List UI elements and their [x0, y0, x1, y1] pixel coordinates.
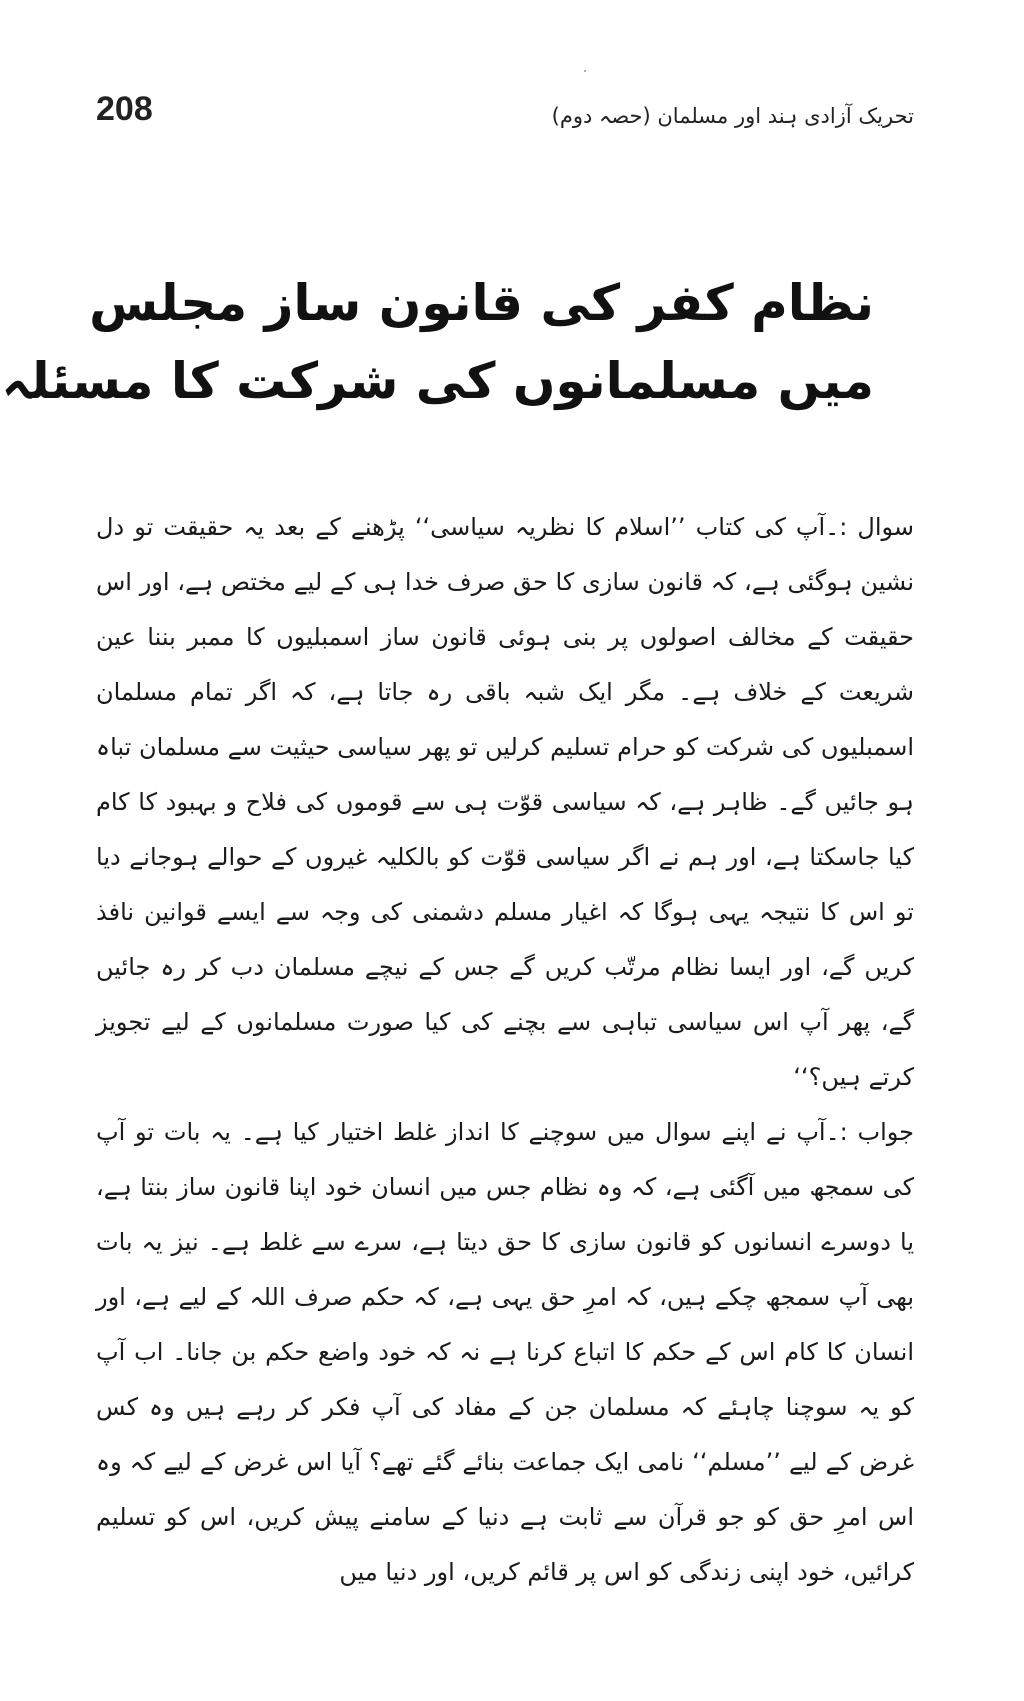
answer-label: جواب :۔	[825, 1118, 914, 1146]
question-text: آپ کی کتاب ’’اسلام کا نظریہ سیاسی‘‘ پڑھنے کے بعد یہ حقیقت تو دل نشین ہوگئی ہے، کہ قانون سازی کا حق صرف خدا ہی کے لیے مختص ہے، اور اس حقیقت کے مخالف اصولوں پر بنی ہوئی قانون ساز اسمبلیوں کا ممبر بننا عین شریعت کے خلاف ہے۔ مگر ایک شبہ باقی رہ جاتا ہے، کہ اگر تمام مسلمان اسمبلیوں کی شرکت کو حرام تسلیم کرلیں تو پھر سیاسی حیثیت سے مسلمان تباہ ہو جائیں گے۔ ظاہر ہے، کہ سیاسی قوّت ہی سے قوموں کی فلاح و بہبود کا کام کیا جاسکتا ہے، اور ہم نے اگر سیاسی قوّت کو بالکلیہ غیروں کے حوالے ہوجانے دیا تو اس کا نتیجہ یہی ہوگا کہ اغیار مسلم دشمنی کی وجہ سے ایسے قوانین نافذ کریں گے، اور ایسا نظام مرتّب کریں گے جس کے نیچے مسلمان دب کر رہ جائیں گے، پھر آپ اس سیاسی تباہی سے بچنے کی کیا صورت مسلمانوں کے لیے تجویز کرتے ہیں؟‘‘	[96, 513, 914, 1091]
question-label: سوال :۔	[825, 513, 914, 541]
chapter-title-line-2: میں مسلمانوں کی شرکت کا مسئلہ	[1, 351, 874, 410]
answer-paragraph	[96, 1105, 914, 1600]
body-text	[96, 500, 914, 1600]
chapter-title-line-1: نظام کفر کی قانون ساز مجلس	[89, 274, 874, 332]
question-paragraph	[96, 500, 914, 1105]
page-number: 208	[96, 90, 153, 128]
running-header: تحریک آزادی ہند اور مسلمان (حصہ دوم)	[551, 104, 914, 128]
answer-text: آپ نے اپنے سوال میں سوچنے کا انداز غلط اختیار کیا ہے۔ یہ بات تو آپ کی سمجھ میں آگئی ہے، کہ وہ نظام جس میں انسان خود اپنا قانون ساز بنتا ہے، یا دوسرے انسانوں کو قانون سازی کا حق دیتا ہے، سرے سے غلط ہے۔ نیز یہ بات بھی آپ سمجھ چکے ہیں، کہ امرِ حق یہی ہے، کہ حکم صرف اللہ کے لیے ہے، اور انسان کا کام اس کے حکم کا اتباع کرنا ہے نہ کہ خود واضع حکم بن جانا۔ اب آپ کو یہ سوچنا چاہئے کہ مسلمان جن کے مفاد کی آپ فکر کر رہے ہیں وہ کس غرض کے لیے ’’مسلم‘‘ نامی ایک جماعت بنائے گئے تھے؟ آیا اس غرض کے لیے کہ وہ اس امرِ حق کو جو قرآن سے ثابت ہے دنیا کے سامنے پیش کریں، اس کو تسلیم کرائیں، خود اپنی زندگی کو اس پر قائم کریں، اور دنیا میں	[96, 1118, 914, 1586]
chapter-title	[1, 265, 874, 420]
scan-speck	[584, 70, 586, 72]
